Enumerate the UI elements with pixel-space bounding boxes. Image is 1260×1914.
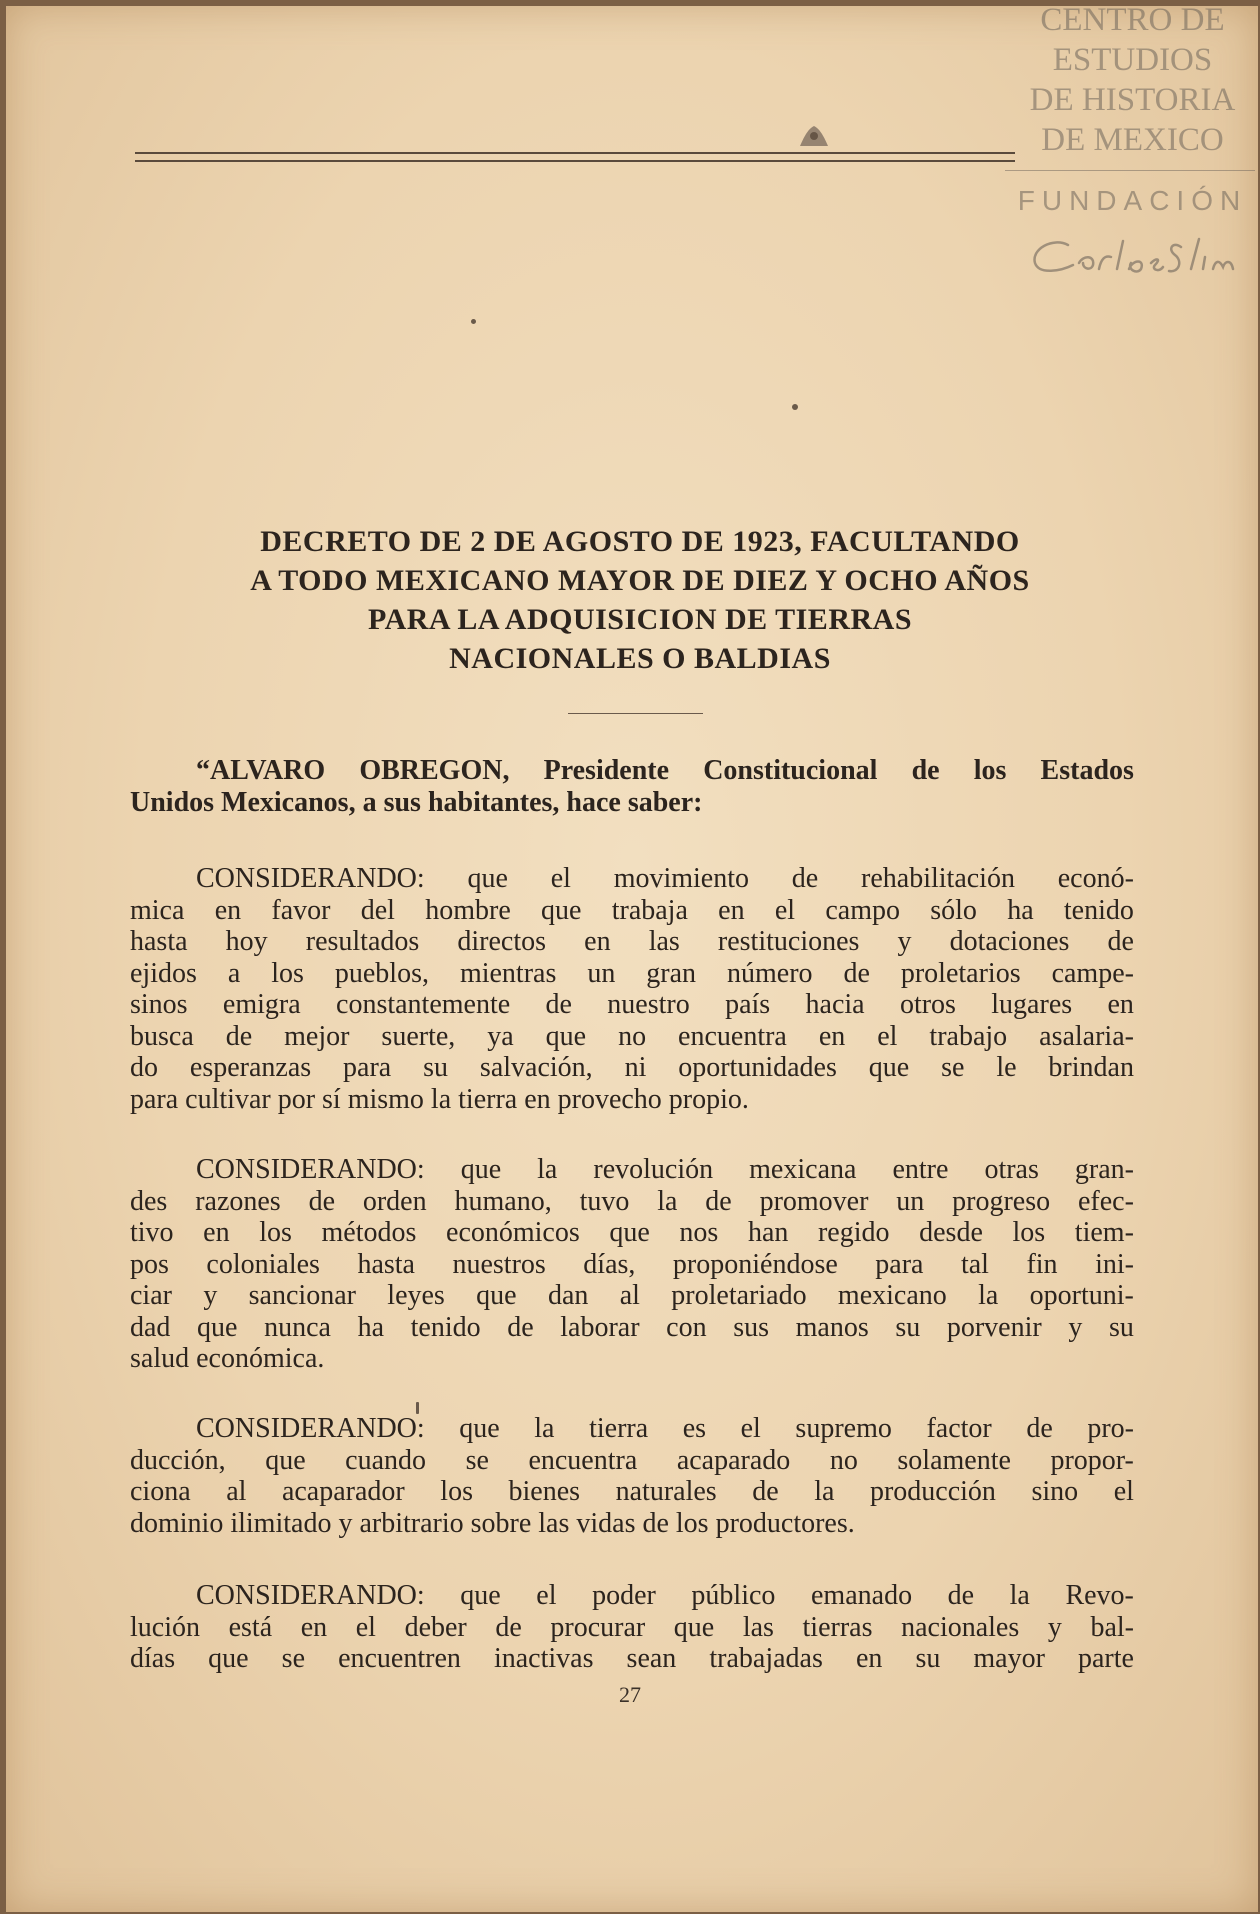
text-line: mica en favor del hombre que trabaja en el campo sólo ha tenido [130,894,1134,926]
watermark-line: CENTRO DE [1040,2,1225,38]
text-line: CONSIDERANDO: que la tierra es el supremo factor de pro- [196,1413,1134,1444]
text-line: tivo en los métodos económicos que nos han regido desde los tiem- [130,1217,1134,1248]
watermark-divider [1005,170,1255,171]
text-line: CONSIDERANDO: que la revolución mexicana entre otras gran- [196,1154,1134,1185]
ornament-icon [796,122,832,152]
intro-paragraph [130,755,1134,819]
watermark-line: DE HISTORIA [1029,82,1236,118]
decree-title [140,522,1140,678]
considerando-paragraph [130,1154,1134,1375]
title-line: DECRETO DE 2 DE AGOSTO DE 1923, FACULTANDO [260,525,1020,558]
title-line: A TODO MEXICANO MAYOR DE DIEZ Y OCHO AÑOS [250,564,1030,597]
text-line: CONSIDERANDO: que el movimiento de rehabilitación econó- [196,863,1134,894]
text-line: busca de mejor suerte, ya que no encuentra en el trabajo asalaria- [130,1020,1134,1052]
considerando-paragraph [130,1580,1134,1675]
title-divider [568,713,703,714]
watermark-fundacion: FUNDACIÓN [1017,185,1248,216]
text-line: pos coloniales hasta nuestros días, proponiéndose para tal fin ini- [130,1248,1134,1280]
text-line: “ALVARO OBREGON, Presidente Constitucional de los Estados [196,755,1134,786]
text-line: CONSIDERANDO: que el poder público emanado de la Revo- [196,1580,1134,1611]
text-line: ciar y sancionar leyes que dan al proletariado mexicano la oportuni- [130,1280,1134,1311]
signature-icon [1005,223,1260,288]
text-line: ejidos a los pueblos, mientras un gran número de proletarios campe- [130,957,1134,989]
text-line: sinos emigra constantemente de nuestro país hacia otros lugares en [130,989,1134,1020]
text-line: ducción, que cuando se encuentra acaparado no solamente propor- [130,1444,1134,1476]
page-number: 27 [619,1682,641,1707]
watermark-line: DE MEXICO [1041,122,1224,158]
text-line: para cultivar por sí mismo la tierra en provecho propio. [130,1083,749,1115]
text-line: días que se encuentren inactivas sean trabajadas en su mayor parte [130,1643,1134,1674]
text-line: Unidos Mexicanos, a sus habitantes, hace saber: [130,787,703,818]
text-line: des razones de orden humano, tuvo la de promover un progreso efec- [130,1185,1134,1217]
title-line: PARA LA ADQUISICION DE TIERRAS [367,603,912,636]
text-line: hasta hoy resultados directos en las restituciones y dotaciones de [130,926,1134,957]
archive-watermark [1005,0,1260,310]
text-line: dominio ilimitado y arbitrario sobre las vidas de los productores. [130,1507,855,1539]
text-line: dad que nunca ha tenido de laborar con sus manos su porvenir y su [130,1311,1134,1343]
watermark-line: ESTUDIOS [1052,42,1213,78]
speck [792,404,798,410]
text-line: lución está en el deber de procurar que las tierras nacionales y bal- [130,1611,1134,1643]
text-line: do esperanzas para su salvación, ni oportunidades que se le brindan [130,1052,1134,1083]
considerando-paragraph [130,1413,1134,1539]
considerando-paragraph [130,863,1134,1115]
text-line: ciona al acaparador los bienes naturales de la producción sino el [130,1476,1134,1507]
header-double-rule [135,152,1015,162]
title-line: NACIONALES O BALDIAS [449,642,831,675]
text-line: salud económica. [130,1343,325,1374]
speck [471,319,476,324]
